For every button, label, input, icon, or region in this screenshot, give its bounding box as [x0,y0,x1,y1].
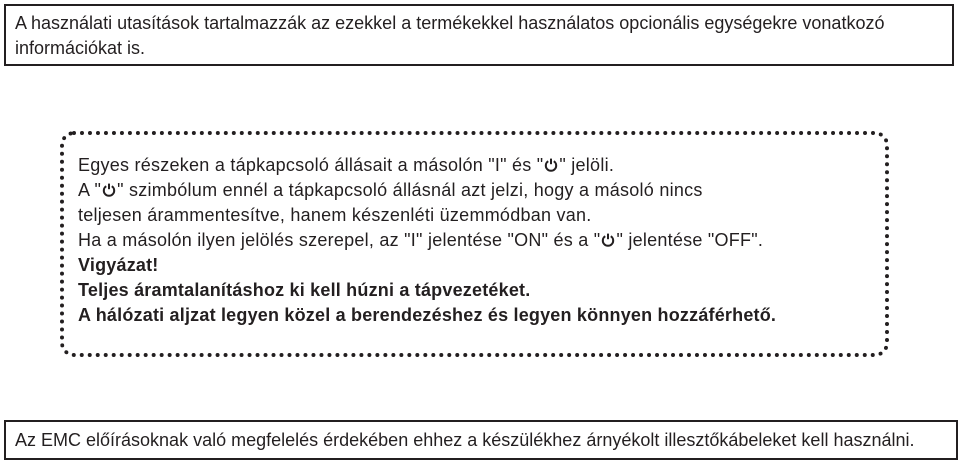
power-standby-icon [102,183,116,197]
power-line-2: A " " szimbólum ennél a tápkapcsoló állásnál azt jelzi, hogy a másoló nincs [78,180,703,200]
power-switch-notice-box [60,131,889,357]
options-notice-box [4,4,954,66]
power-line-1: Egyes részeken a tápkapcsoló állásait a másolón "I" és " " jelöli. [78,155,615,175]
options-notice-text: A használati utasítások tartalmazzák az ezekkel a termékekkel használatos opcionális egységekre vonatkozó információkat is. [15,13,885,58]
emc-notice-box [4,420,958,460]
warning-line-1: Teljes áramtalanításhoz ki kell húzni a tápvezetéket. [78,280,531,300]
power-line-4: Ha a másolón ilyen jelölés szerepel, az "I" jelentése "ON" és a " " jelentése "OFF". [78,230,764,250]
emc-notice-text: Az EMC előírásoknak való megfelelés érdekében ehhez a készülékhez árnyékolt illesztőkábeleket kell használni. [15,430,915,450]
power-line-3: teljesen árammentesítve, hanem készenléti üzemmódban van. [78,205,592,225]
warning-title: Vigyázat! [78,255,159,275]
power-standby-icon [601,233,615,247]
power-standby-icon [544,158,558,172]
warning-line-2: A hálózati aljzat legyen közel a berendezéshez és legyen könnyen hozzáférhető. [78,305,777,325]
